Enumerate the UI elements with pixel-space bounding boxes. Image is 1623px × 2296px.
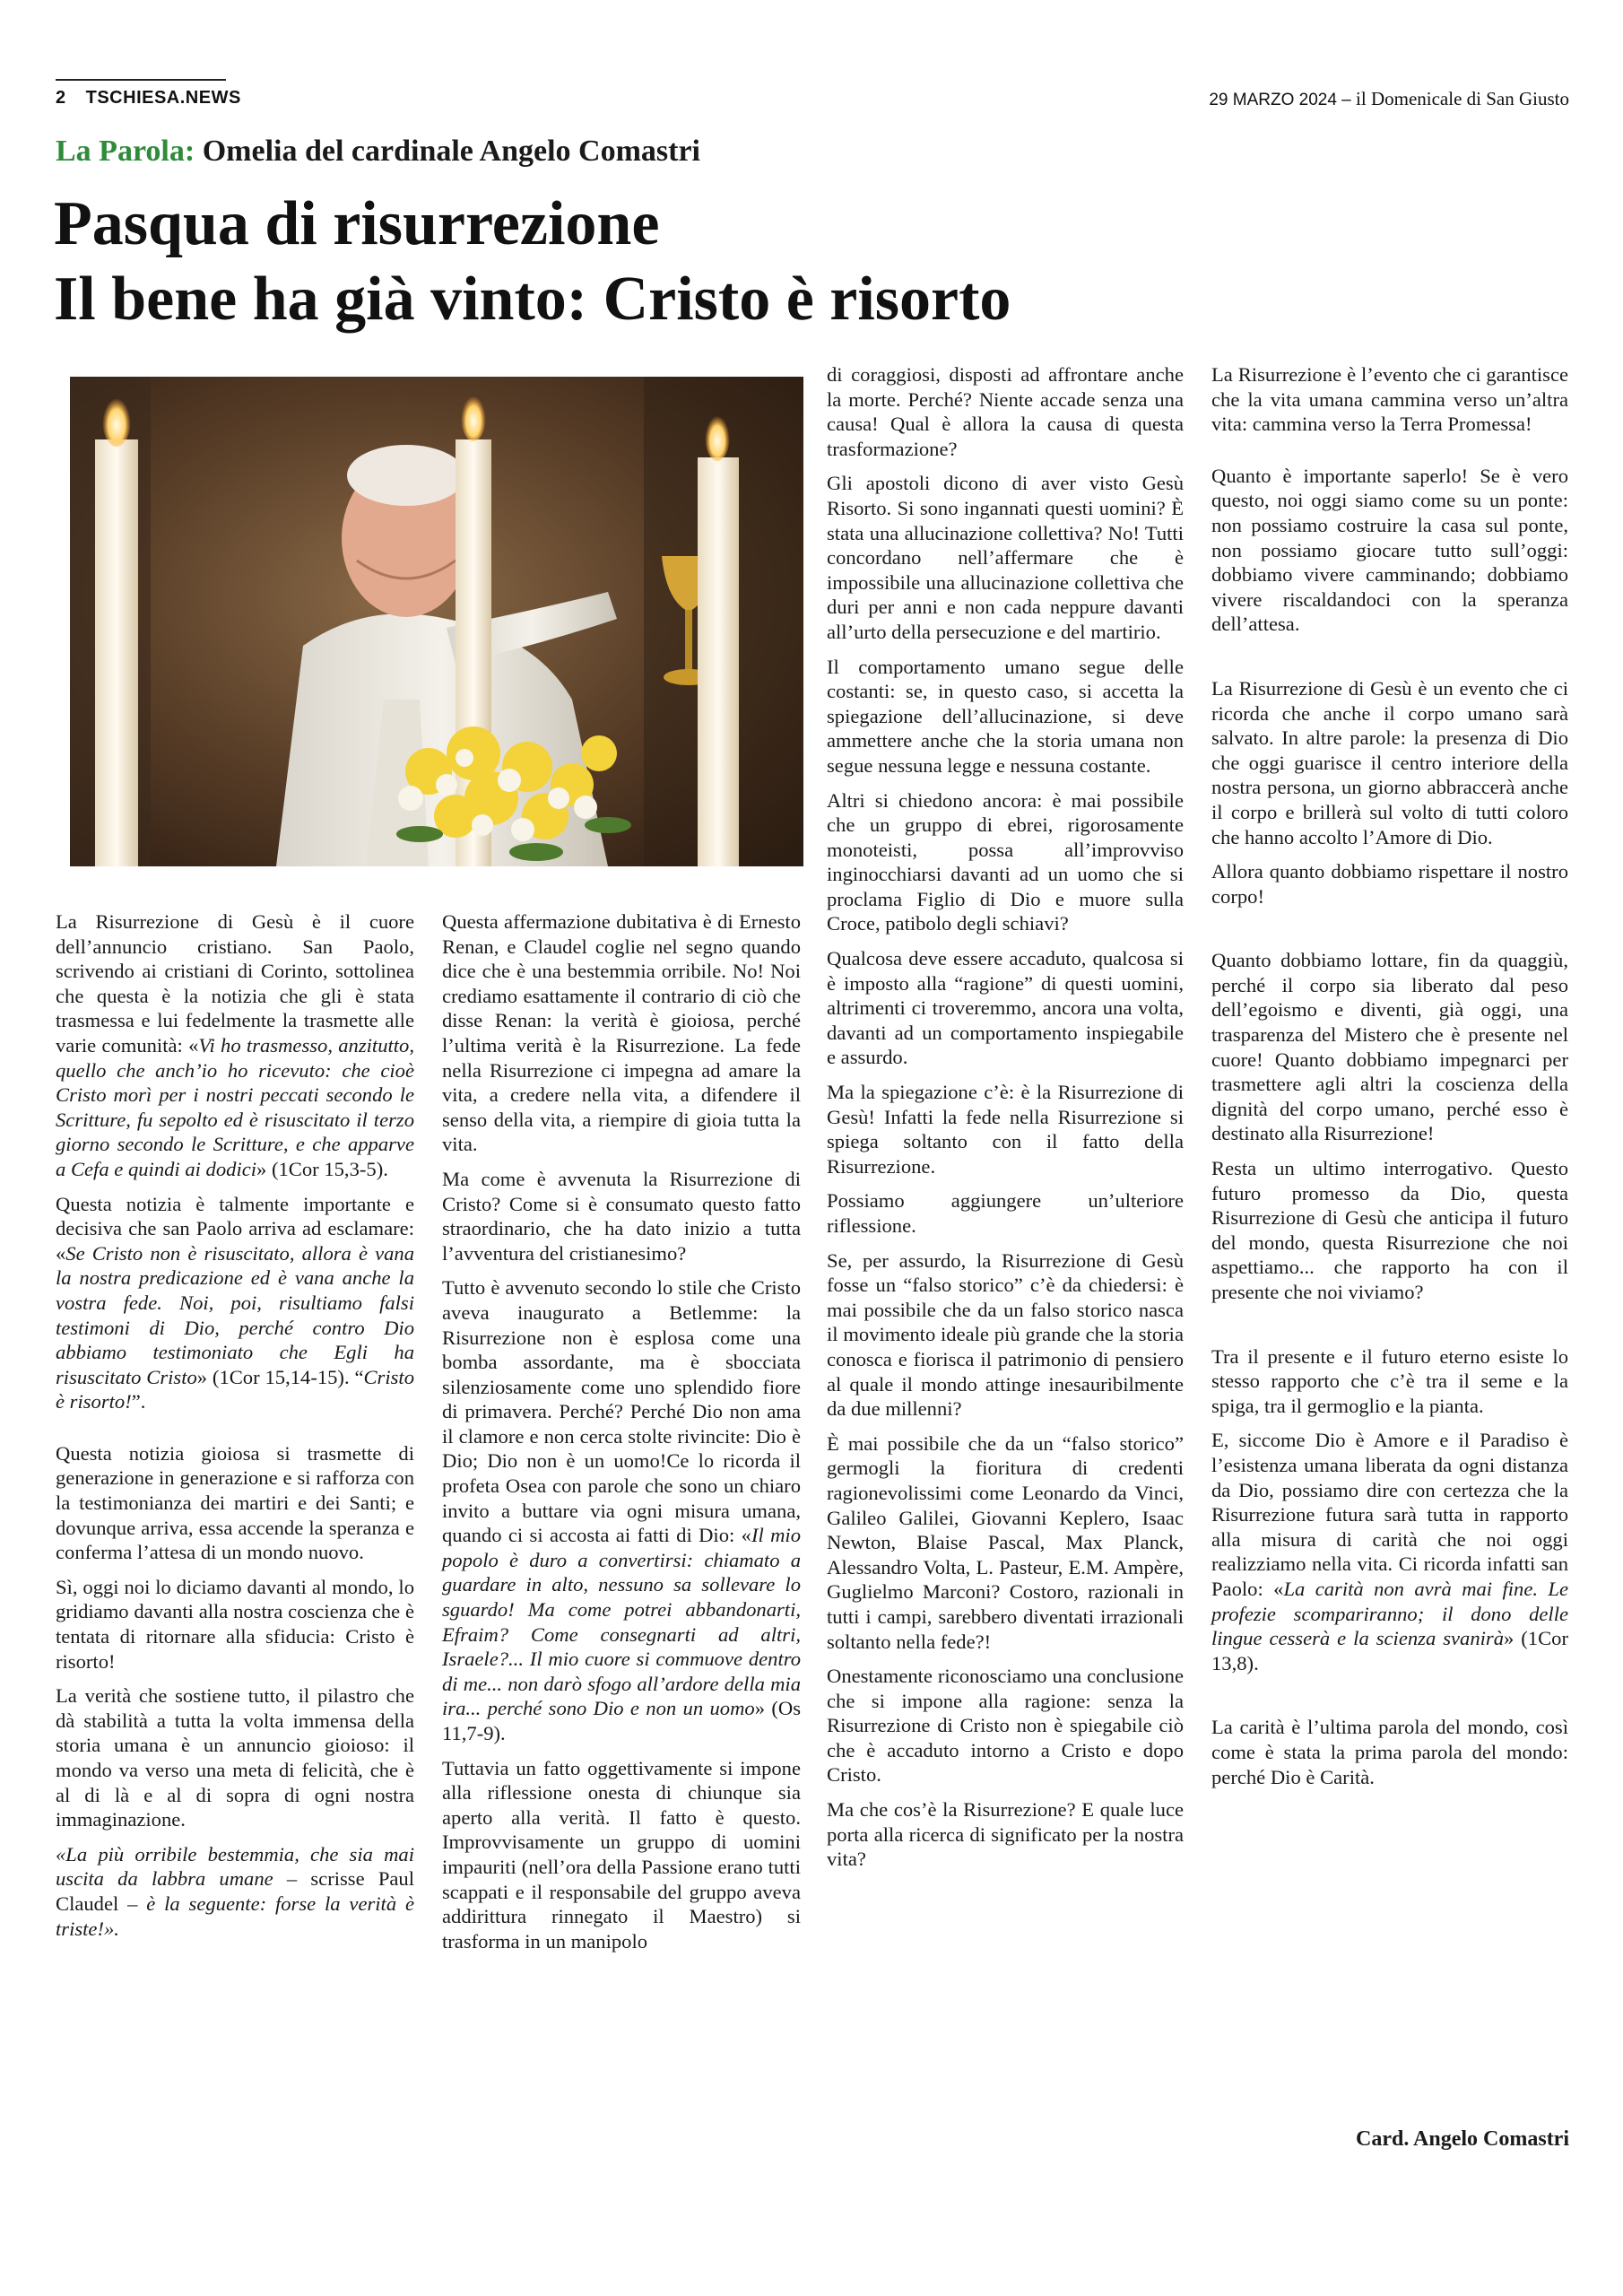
- paragraph: Quanto dobbiamo lottare, fin da quaggiù, perché il corpo sia liberato dal peso dell’egoismo e diventi, già oggi, una trasparenza del Mistero che è presente nel cuore! Quanto dobbiamo impegnarci per trasmettere agli altri la coscienza della dignità del corpo umano, perché esso è destinato alla Risurrezione!: [1211, 949, 1568, 1145]
- paragraph: Quanto è importante saperlo! Se è vero questo, noi oggi siamo come su un ponte: non possiamo costruire la casa sul ponte, non possiamo giocare tutto sull’oggi: dobbiamo vivere camminando; dobbiamo vivere riscaldandoci con la speranza dell’attesa.: [1211, 464, 1568, 636]
- header-right: [1209, 88, 1569, 110]
- paragraph: La verità che sostiene tutto, il pilastro che dà stabilità a tutta la volta immensa della storia umana è un annuncio gioioso: il mondo va verso una meta di felicità, che è al di là e al di sopra di ogni nostra immaginazione.: [56, 1684, 414, 1831]
- header-rule-short: [56, 79, 226, 81]
- paragraph: La carità è l’ultima parola del mondo, così come è stata la prima parola del mondo: perché Dio è Carità.: [1211, 1716, 1568, 1788]
- paragraph: Gli apostoli dicono di aver visto Gesù Risorto. Si sono ingannati questi uomini? È stata una allucinazione collettiva? No! Tutti concordano nell’affermare che è impossibile una allucinazione collettiva che duri per anni e non cada neppure davanti all’urto della persecuzione e del martirio.: [827, 472, 1184, 643]
- paragraph: La Risurrezione di Gesù è il cuore dell’annuncio cristiano. San Paolo, scrivendo ai cristiani di Corinto, sottolinea che questa è la notizia che gli è stata trasmessa e lui fedelmente la trasmette alle varie comunità: «Vi ho trasmesso, anzitutto, quello che anch’io ho ricevuto: che cioè Cristo morì per i nostri peccati secondo le Scritture, fu sepolto ed è risuscitato il terzo giorno secondo le Scritture, e che apparve a Cefa e quindi ai dodici» (1Cor 15,3-5).: [56, 910, 414, 1180]
- headline-line-2: Il bene ha già vinto: Cristo è risorto: [54, 265, 1011, 334]
- page-header: [56, 88, 1569, 113]
- paragraph: Resta un ultimo interrogativo. Questo futuro promesso da Dio, questa Risurrezione di Gesù che anticipa il futuro del mondo, questa Risurrezione che noi aspettiamo... che rapporto ha con il presente che noi viviamo?: [1211, 1157, 1568, 1303]
- priest-with-candles-photo: [70, 377, 803, 866]
- paragraph: È mai possibile che da un “falso storico” germogli la fioritura di credenti ragionevolissimi come Leonardo da Vinci, Galileo Galilei, Giovanni Keplero, Isaac Newton, Blaise Pascal, Max Planck, Alessandro Volta, L. Pasteur, E.M. Ampère, Guglielmo Marconi? Costoro, razionali in tutti i campi, sarebbero diventati irrazionali soltanto nella fede?!: [827, 1431, 1184, 1653]
- paragraph: Tuttavia un fatto oggettivamente si impone alla riflessione onesta di chiunque sia aperto alla verità. Il fatto è questo. Improvvisamente un gruppo di uomini impauriti (nell’ora della Passione erano tutti scappati e il responsabile del gruppo aveva addirittura rinnegato il Maestro) si trasforma in un manipolo: [442, 1756, 801, 1952]
- paragraph: Questa notizia è talmente importante e decisiva che san Paolo arriva ad esclamare: «Se Cristo non è risuscitato, allora è vana la nostra predicazione ed è vana anche la vostra fede. Noi, poi, risultiamo falsi testimoni di Dio, perché contro Dio abbiamo testimoniato che Egli ha risuscitato Cristo» (1Cor 15,14-15). “Cristo è risorto!”.: [56, 1192, 414, 1413]
- issue-date: 29 MARZO 2024: [1209, 91, 1337, 109]
- paragraph: Questa notizia gioiosa si trasmette di generazione in generazione e si rafforza con la testimonianza dei martiri e dei Santi; e dovunque arriva, essa accende la speranza e conferma l’attesa di un mondo nuovo.: [56, 1441, 414, 1564]
- publication-name: il Domenicale di San Giusto: [1356, 88, 1569, 109]
- paragraph: Ma che cos’è la Risurrezione? E quale luce porta alla ricerca di significato per la nostra vita?: [827, 1798, 1184, 1871]
- kicker-subject: Omelia del cardinale Angelo Comastri: [195, 135, 700, 168]
- paragraph: Possiamo aggiungere un’ulteriore riflessione.: [827, 1189, 1184, 1237]
- paragraph: La Risurrezione di Gesù è un evento che ci ricorda che anche il corpo umano sarà salvato. In altre parole: la presenza di Dio che oggi guarisce il centro interiore della nostra persona, un giorno abbraccerà anche il corpo e brillerà sul volto di tutti coloro che hanno accolto l’Amore di Dio.: [1211, 676, 1568, 848]
- site-name: TSCHIESA.NEWS: [85, 88, 241, 108]
- paragraph: La Risurrezione è l’evento che ci garantisce che la vita umana cammina verso un’altra vita: cammina verso la Terra Promessa!: [1211, 363, 1568, 436]
- paragraph: Onestamente riconosciamo una conclusione che si impone alla ragione: senza la Risurrezione di Cristo non è spiegabile ciò che è accaduto intorno a Cristo e dopo Cristo.: [827, 1665, 1184, 1787]
- kicker: [56, 135, 700, 169]
- article-column-1: [56, 909, 414, 1951]
- paragraph: «La più orribile bestemmia, che sia mai uscita da labbra umane – scrisse Paul Claudel – è la seguente: forse la verità è triste!».: [56, 1842, 415, 1940]
- headline: [54, 187, 1569, 337]
- paragraph: Se, per assurdo, la Risurrezione di Gesù fosse un “falso storico” c’è da chiedersi: è mai possibile che da un falso storico nasca il movimento ideale più grande che la storia conosca e fiorisca il patrimonio di pensiero al quale il mondo attinge inesauribilmente da due millenni?: [827, 1248, 1184, 1421]
- header-separator: –: [1336, 91, 1357, 109]
- paragraph: Tra il presente e il futuro eterno esiste lo stesso rapporto che c’è tra il seme e la spiga, tra il germoglio e la pianta.: [1211, 1344, 1568, 1417]
- article-column-3: [827, 362, 1184, 1882]
- kicker-section: La Parola:: [56, 135, 195, 168]
- paragraph: di coraggiosi, disposti ad affrontare anche la morte. Perché? Niente accade senza una causa! Qual è allora la causa di questa trasformazione?: [827, 363, 1184, 460]
- paragraph: Ma la spiegazione c’è: è la Risurrezione di Gesù! Infatti la fede nella Risurrezione si spiega soltanto con il fatto della Risurrezione.: [827, 1081, 1184, 1178]
- paragraph: Il comportamento umano segue delle costanti: se, in questo caso, si accetta la spiegazione dell’allucinazione, si deve ammettere anche che la storia umana non segue nessuna legge e nessuna costante.: [827, 655, 1184, 777]
- headline-line-1: Pasqua di risurrezione: [54, 189, 660, 258]
- paragraph: Tutto è avvenuto secondo lo stile che Cristo aveva inaugurato a Betlemme: la Risurrezione non è esplosa come una bomba assordante, ma è sbocciata silenziosamente come uno splendido fiore di primavera. Perché? Perché Dio non ama il clamore e non cerca stolte rivincite: Dio è Dio; Dio non è un uomo!Ce lo ricorda il profeta Osea con parole che sono un chiaro invito a buttare via ogni misura umana, quando ci si accosta ai fatti di Dio: «Il mio popolo è duro a convertirsi: chiamato a guardare in alto, nessuno sa sollevare lo sguardo! Ma come potrei abbandonarti, Efraim? Come consegnarti ad altri, Israele?... Il mio cuore si commuove dentro di me... non darò sfogo all’ardore della mia ira... perché sono Dio e non un uomo» (Os 11,7-9).: [442, 1276, 801, 1744]
- page-number: 2: [56, 88, 66, 108]
- header-left: [56, 88, 241, 109]
- paragraph: Ma come è avvenuta la Risurrezione di Cristo? Come si è consumato questo fatto straordinario, che ha dato inizio a tutta l’avventura del cristianesimo?: [442, 1167, 801, 1265]
- article-column-2: [442, 909, 801, 1963]
- article-column-4: [1211, 362, 1568, 1799]
- paragraph: Altri si chiedono ancora: è mai possibile che un gruppo di ebrei, rigorosamente monoteisti, possa all’improvviso inginocchiarsi davanti ad un uomo che si proclama Figlio di Dio e muore sulla Croce, patibolo degli schiavi?: [827, 788, 1184, 935]
- paragraph: E, siccome Dio è Amore e il Paradiso è l’esistenza umana liberata da ogni distanza da Dio, possiamo dire con certezza che la Risurrezione futura sarà tutta in rapporto alla misura di carità che noi oggi realizziamo nella vita. Ci ricorda infatti san Paolo: «La carità non avrà mai fine. Le profezie scompariranno; il dono delle lingue cesserà e la scienza svanirà» (1Cor 13,8).: [1211, 1429, 1569, 1674]
- author-signature: Card. Angelo Comastri: [1356, 2127, 1569, 2151]
- paragraph: Allora quanto dobbiamo rispettare il nostro corpo!: [1211, 860, 1568, 908]
- paragraph: Sì, oggi noi lo diciamo davanti al mondo, lo gridiamo davanti alla nostra coscienza che è tentata di ritornare alla sfiducia: Cristo è risorto!: [56, 1575, 414, 1673]
- paragraph: Qualcosa deve essere accaduto, qualcosa si è imposto alla “ragione” di questi uomini, altrimenti ci troveremmo, ancora una volta, davanti ad un comportamento inspiegabile e assurdo.: [827, 947, 1184, 1069]
- paragraph: Questa affermazione dubitativa è di Ernesto Renan, e Claudel coglie nel segno quando dice che è una bestemmia orribile. No! Noi crediamo esattamente il contrario di ciò che disse Renan: la verità è gioiosa, perché l’ultima verità è la Risurrezione. La fede nella Risurrezione ci impegna ad amare la vita, a credere nella vita, a difendere il senso della vita, a riempire di gioia tutta la vita.: [442, 910, 801, 1156]
